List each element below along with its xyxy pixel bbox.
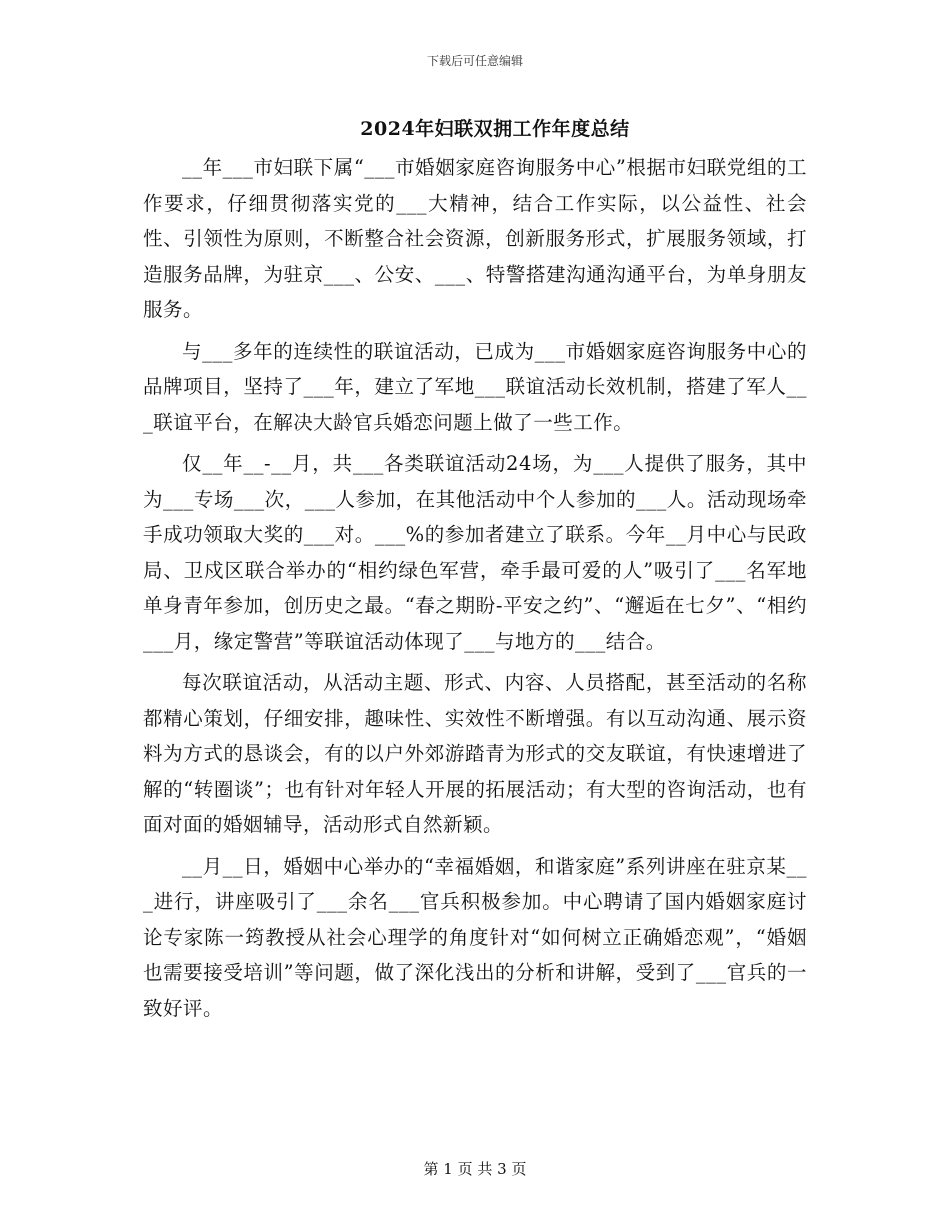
paragraph-4: 每次联谊活动，从活动主题、形式、内容、人员搭配，甚至活动的名称都精心策划，仔细安排，趣味性、实效性不断增强。有以互动沟通、展示资料为方式的恳谈会，有的以户外郊游踏青为形式的交友联谊，有快速增进了解的“转圈谈”；也有针对年轻人开展的拓展活动；有大型的咨询活动，也有面对面的婚姻辅导，活动形式自然新颖。 (143, 671, 807, 836)
paragraph-3: 仅__年__-__月，共___各类联谊活动24场，为___人提供了服务，其中为___专场___次，___人参加，在其他活动中个人参加的___人。活动现场牵手成功领取大奖的___对。___%的参加者建立了联系。今年__月中心与民政局、卫戍区联合举办的“相约绿色军营，牵手最可爱的人”吸引了___名军地单身青年参加，创历史之最。“春之期盼-平安之约”、“邂逅在七夕”、“相约___月，缘定警营”等联谊活动体现了___与地方的___结合。 (143, 452, 807, 653)
header-note: 下载后可任意编辑 (426, 54, 523, 68)
page-number: 第 1 页 共 3 页 (423, 1160, 527, 1178)
paragraph-2: 与___多年的连续性的联谊活动，已成为___市婚姻家庭咨询服务中心的品牌项目，坚持了___年，建立了军地___联谊活动长效机制，搭建了军人___联谊平台，在解决大龄官兵婚恋问题上做了一些工作。 (143, 339, 807, 434)
document-body (143, 150, 807, 1032)
document-title: 2024年妇联双拥工作年度总结 (360, 118, 630, 140)
paragraph-1: __年___市妇联下属“___市婚姻家庭咨询服务中心”根据市妇联党组的工作要求，仔细贯彻落实党的___大精神，结合工作实际，以公益性、社会性、引领性为原则，不断整合社会资源，创新服务形式，扩展服务领域，打造服务品牌，为驻京___、公安、___、特警搭建沟通沟通平台，为单身朋友服务。 (143, 156, 807, 321)
paragraph-5: __月__日，婚姻中心举办的“幸福婚姻，和谐家庭”系列讲座在驻京某___进行，讲座吸引了___余名___官兵积极参加。中心聘请了国内婚姻家庭讨论专家陈一筠教授从社会心理学的角度针对“如何树立正确婚恋观”，“婚姻也需要接受培训”等问题，做了深化浅出的分析和讲解，受到了___官兵的一致好评。 (143, 854, 807, 1020)
